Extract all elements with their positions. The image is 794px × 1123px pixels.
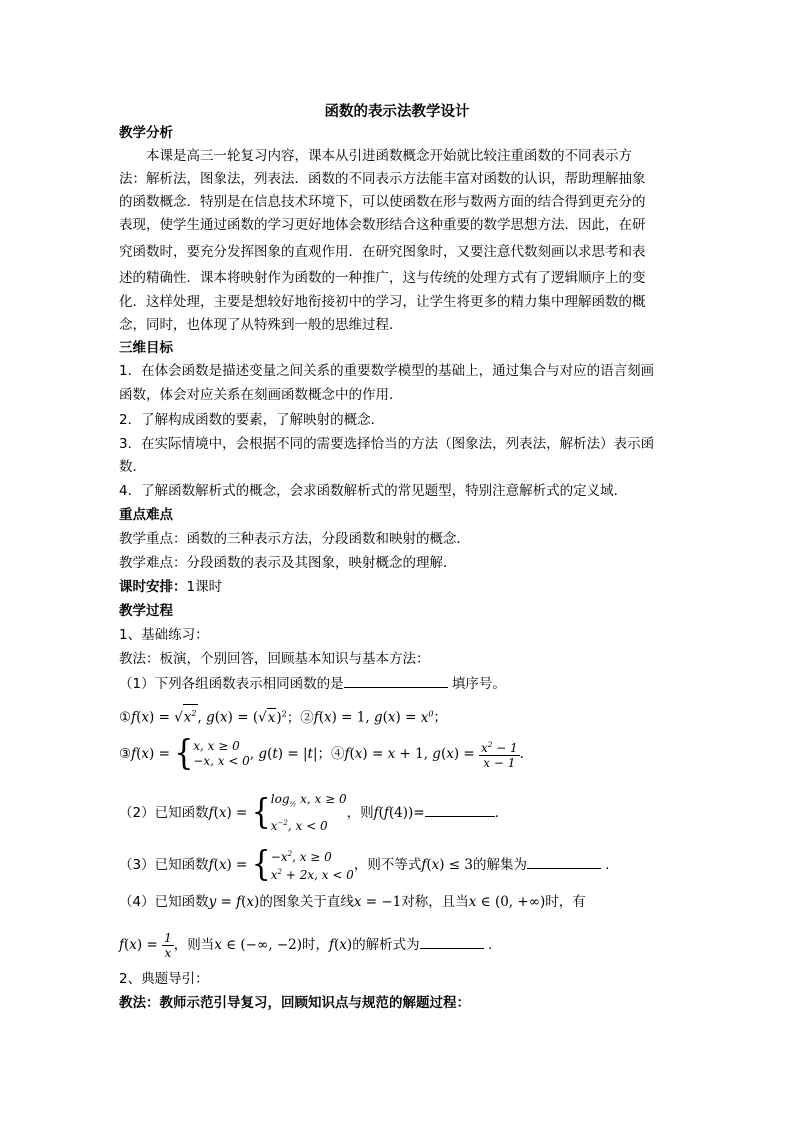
question-4-continued: f(x) = $\frac{1}{x}$ ，则当x ∈ (−∞, −2)时，f(x)的解析式为 . <box>119 930 493 960</box>
schedule-label: 课时安排： <box>119 579 187 595</box>
goal-line: 1．在体会函数是描述变量之间关系的重要数学模型的基础上，通过集合与对应的语言刻画 <box>119 363 655 379</box>
formula-options-3-4: ③f(x) = { x, x ≥ 0 −x, x < 0 , g(t) = |t|；④f(x) = x + 1, g(x) = $\frac{x^2 - 1}{x - 1}$ . <box>119 733 524 774</box>
step-heading: 1、基础练习： <box>119 627 209 643</box>
analysis-line: 法：解析法，图象法，列表法．函数的不同表示方法能丰富对函数的认识，帮助理解抽象 <box>119 171 646 187</box>
question-text: 的解集为 <box>472 857 527 873</box>
keypoint-line: 教学难点：分段函数的表示及其图象，映射概念的理解． <box>119 555 457 571</box>
question-3: （3）已知函数f(x) = { $-x^2$, x ≥ 0 $x^2 + 2x$, x < 0 ，则不等式f(x) ≤ 3的解集为 . <box>119 844 610 885</box>
analysis-line: 念，同时，也体现了从特殊到一般的思维过程． <box>119 317 403 333</box>
question-text: ，则当 <box>173 937 215 953</box>
method-line: 教法：教师示范引导复习，回顾知识点与规范的解题过程： <box>119 995 470 1011</box>
question-1 <box>119 674 506 693</box>
step-heading: 2、典题导引： <box>119 971 209 987</box>
document-title: 函数的表示法教学设计 <box>324 104 470 120</box>
question-text: （4）已知函数 <box>119 894 209 910</box>
goal-line: 4．了解函数解析式的概念，会求函数解析式的常见题型，特别注意解析式的定义域． <box>119 483 628 499</box>
analysis-line: 化．这样处理，主要是想较好地衔接初中的学习，让学生将更多的精力集中理解函数的概 <box>119 294 646 310</box>
question-text: 的解析式为 <box>352 937 420 953</box>
question-2: （2）已知函数f(x) = { $\log_{\frac{1}{2}} x$, x ≥ 0 $x^{-2}$, x < 0 ，则f(f(4))= . <box>119 792 499 834</box>
question-text: ，则 <box>346 805 374 822</box>
formula-options-1-2: ①f(x) = $√x^2$, $g(x) = (√x)^2$；②f(x) = 1, $g(x) = x^0$； <box>119 704 447 727</box>
question-text: （3）已知函数 <box>119 857 209 873</box>
analysis-line: 究函数时，要充分发挥图象的直观作用．在研究图象时，又要注意代数刻画以求思考和表 <box>119 244 646 260</box>
analysis-line: 的函数概念．特别是在信息技术环境下，可以使函数在形与数两方面的结合得到更充分的 <box>119 194 646 210</box>
question-text: ，则不等式 <box>353 857 422 873</box>
answer-blank <box>420 935 484 949</box>
schedule-value: 1课时 <box>186 579 223 595</box>
answer-blank <box>344 674 448 688</box>
method-line: 教法：板演，个别回答，回顾基本知识与基本方法： <box>119 651 430 667</box>
answer-blank <box>527 855 601 869</box>
question-text: （1）下列各组函数表示相同函数的是 <box>119 676 344 692</box>
schedule-line <box>119 578 222 596</box>
question-text: 的图象关于直线 <box>259 894 354 910</box>
analysis-line: 述的精确性．课本将映射作为函数的一种推广，这与传统的处理方式有了逻辑顺序上的变 <box>119 270 646 286</box>
keypoint-line: 教学重点：函数的三种表示方法，分段函数和映射的概念． <box>119 531 470 547</box>
question-text: （2）已知函数 <box>119 805 209 822</box>
answer-blank <box>425 803 495 817</box>
section-heading-keypoints: 重点难点 <box>119 507 173 523</box>
question-text: 时， <box>302 937 329 953</box>
question-text: 对称，且当 <box>401 894 469 910</box>
question-text: 填序号。 <box>447 676 506 692</box>
section-heading-analysis: 教学分析 <box>119 125 173 141</box>
goal-line: 2．了解构成函数的要素，了解映射的概念． <box>119 412 385 428</box>
section-heading-process: 教学过程 <box>119 603 173 619</box>
goal-line: 函数，体会对应关系在刻画函数概念中的作用． <box>119 387 403 403</box>
section-heading-goals: 三维目标 <box>119 340 173 356</box>
analysis-line: 本课是高三一轮复习内容，课本从引进函数概念开始就比较注重函数的不同表示方 <box>119 148 632 164</box>
question-4: （4）已知函数y = f(x)的图象关于直线x = −1对称，且当x ∈ (0, +∞)时，有 <box>119 894 586 910</box>
analysis-line: 表现，使学生通过函数的学习更好地体会数形结合这种重要的数学思想方法．因此，在研 <box>119 217 646 233</box>
question-text: 时，有 <box>545 894 586 910</box>
goal-line: 3．在实际情境中，会根据不同的需要选择恰当的方法（图象法，列表法，解析法）表示函 <box>119 436 655 452</box>
goal-line: 数． <box>119 459 146 475</box>
